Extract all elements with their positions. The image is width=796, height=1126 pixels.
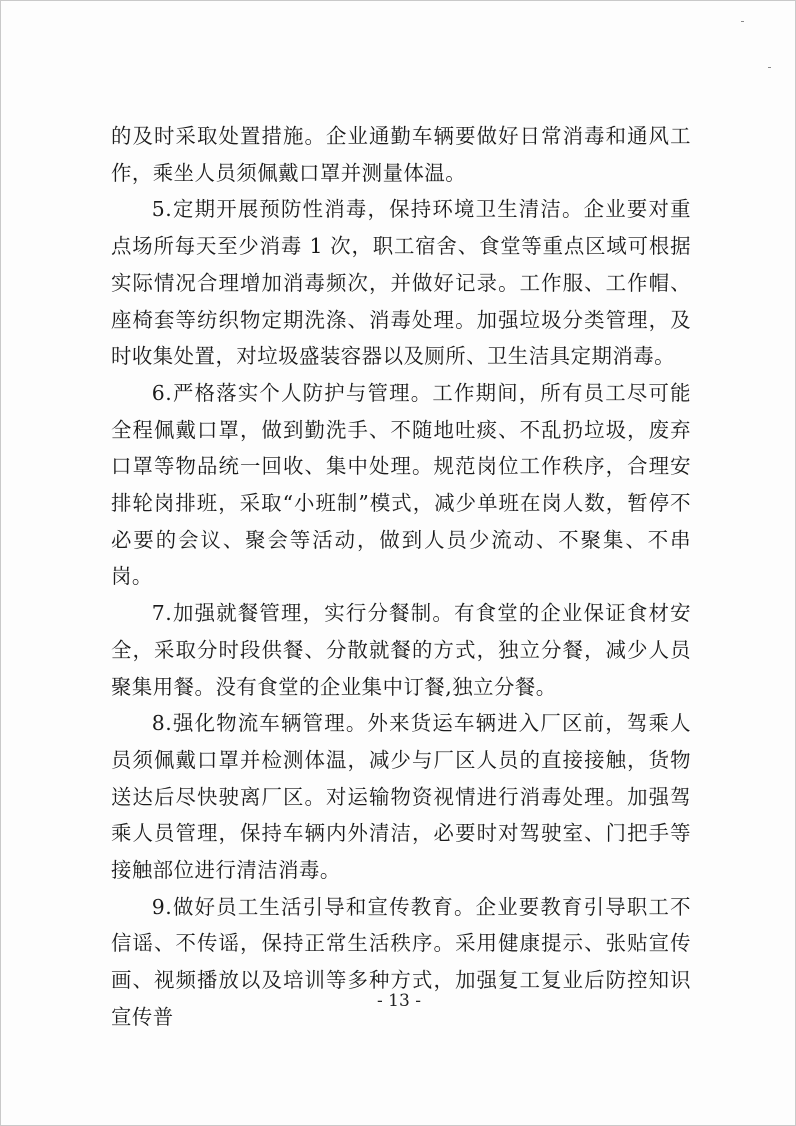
paragraph: 8.强化物流车辆管理。外来货运车辆进入厂区前，驾乘人员须佩戴口罩并检测体温，减少与厂区人员的直接接触，货物送达后尽快驶离厂区。对运输物资视情进行消毒处理。加强驾乘人员管理，保持车辆内外清洁，必要时对驾驶室、门把手等接触部位进行清洁消毒。 — [111, 711, 691, 883]
paragraph: 5.定期开展预防性消毒，保持环境卫生清洁。企业要对重点场所每天至少消毒 1 次，职工宿舍、食堂等重点区域可根据实际情况合理增加消毒频次，并做好记录。工作服、工作帽、座椅套等纺织物定期洗涤、消毒处理。加强垃圾分类管理，及时收集处置，对垃圾盛装容器以及厕所、卫生洁具定期消毒。 — [111, 197, 691, 369]
paragraph: 9.做好员工生活引导和宣传教育。企业要教育引导职工不信谣、不传谣，保持正常生活秩序。采用健康提示、张贴宣传画、视频播放以及培训等多种方式，加强复工复业后防控知识宣传普 — [111, 894, 691, 1029]
paragraph: 7.加强就餐管理，实行分餐制。有食堂的企业保证食材安全，采取分时段供餐、分散就餐的方式，独立分餐，减少人员聚集用餐。没有食堂的企业集中订餐,独立分餐。 — [111, 601, 691, 699]
scan-mark — [741, 21, 744, 22]
scan-mark — [768, 67, 771, 68]
page-number: - 13 - — [377, 991, 421, 1011]
paragraph: 的及时采取处置措施。企业通勤车辆要做好日常消毒和通风工作，乘坐人员须佩戴口罩并测量体温。 — [111, 124, 691, 185]
paragraph: 6.严格落实个人防护与管理。工作期间，所有员工尽可能全程佩戴口罩，做到勤洗手、不随地吐痰、不乱扔垃圾，废弃口罩等物品统一回收、集中处理。规范岗位工作秩序，合理安排轮岗排班，采取“小班制”模式，减少单班在岗人数，暂停不必要的会议、聚会等活动，做到人员少流动、不聚集、不串岗。 — [111, 380, 691, 589]
body-text — [111, 118, 691, 1036]
